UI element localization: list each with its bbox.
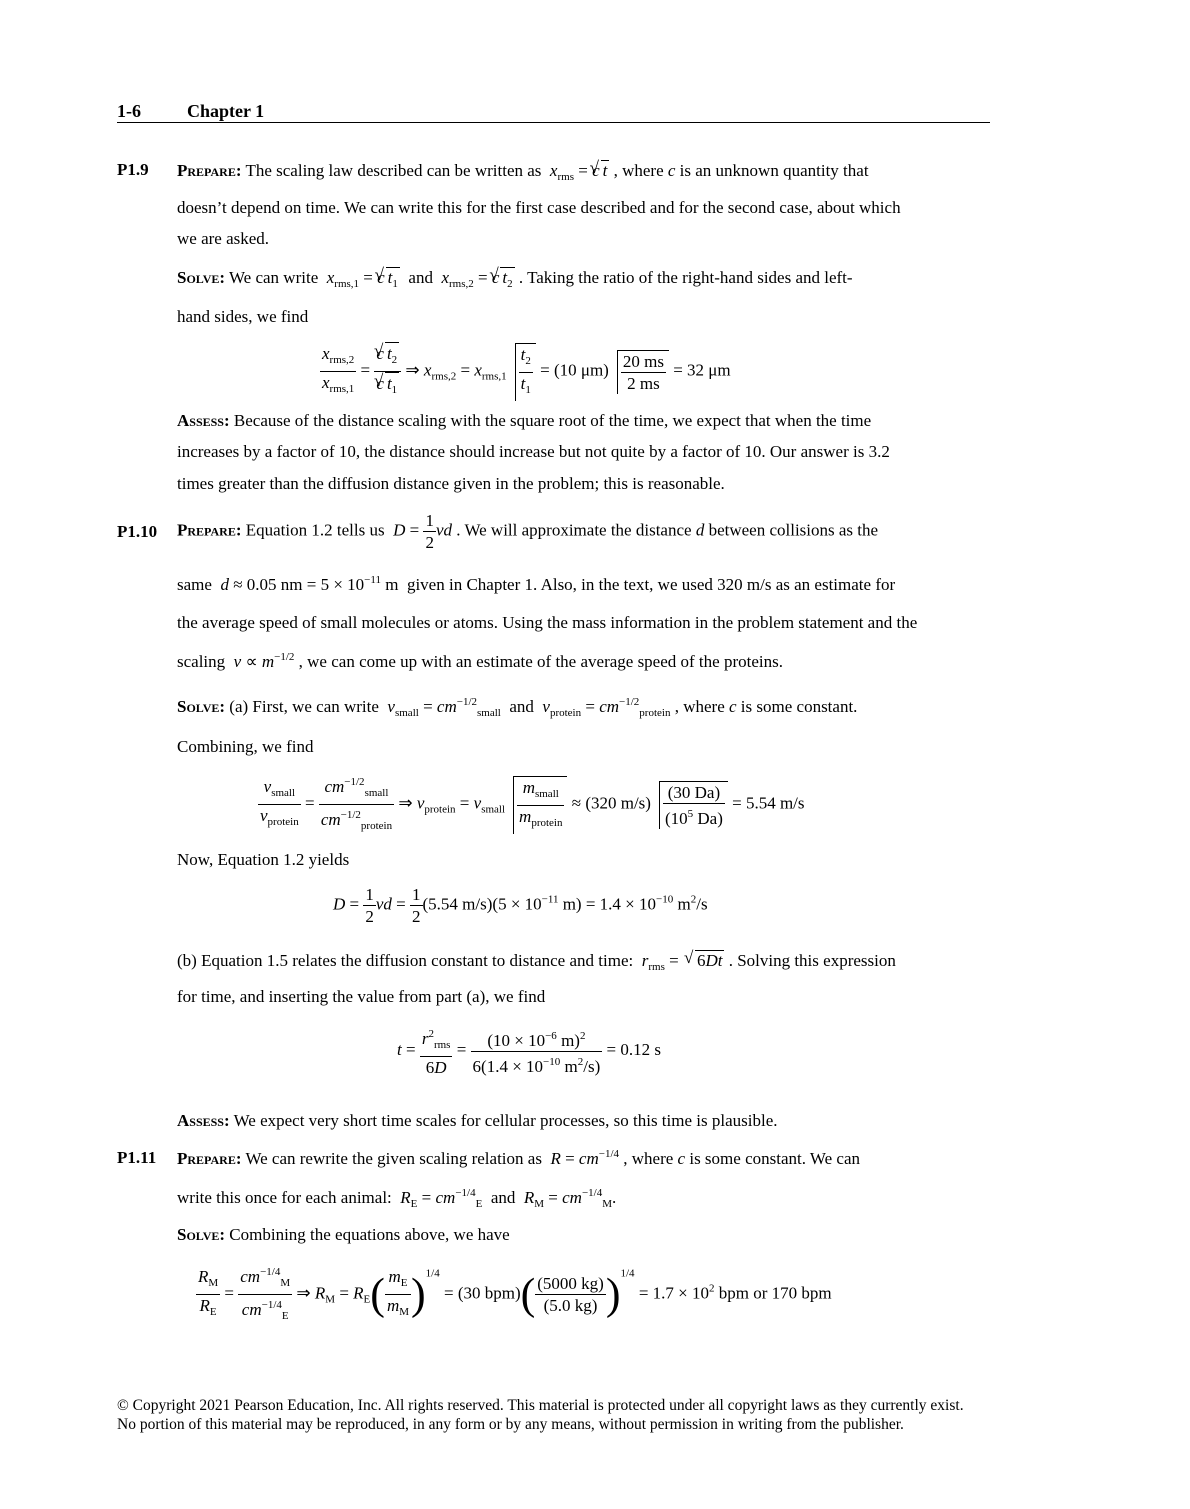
p110-partb-line-2: for time, and inserting the value from part (a), we find [177, 987, 546, 1006]
text: (5000 kg) [537, 1274, 604, 1293]
text: 2 ms [627, 373, 660, 393]
text: and [509, 697, 534, 716]
p110-assess-line [177, 1111, 778, 1131]
footer-line-2: No portion of this material may be reproduced, in any form or by any means, without permission in writing from the publisher. [117, 1416, 904, 1433]
text: (30 bpm) [457, 1283, 521, 1303]
text: between collisions as the [708, 520, 879, 540]
p19-prepare-line-3: we are asked. [177, 229, 270, 248]
text: (10 μm) [553, 360, 609, 380]
text: = 32 μm [673, 360, 731, 380]
text: We can rewrite the given scaling relation as [245, 1149, 542, 1168]
assess-label: Assess: [177, 411, 230, 430]
p19-assess-line-1 [177, 411, 871, 431]
text: and [408, 268, 433, 287]
chapter-title: Chapter 1 [187, 101, 265, 121]
copyright-footer [117, 1396, 964, 1434]
text: write this once for each animal: [177, 1188, 392, 1207]
page-number: 1-6 [117, 101, 141, 121]
prepare-label: Prepare: [177, 520, 242, 540]
text: (5.54 m/s) [422, 894, 493, 914]
solve-label: Solve: [177, 268, 226, 287]
p110-equation-diffusion: D = $\frac{1}{2}$ vd = $\frac{1}{2}$ (5.54 $m/s)(5 \times 10^{-11}$ $m) = 1.4 \times 10^{-10}$ $m^2/s$ [333, 885, 708, 926]
text: , where [623, 1149, 674, 1168]
text: We can write [228, 268, 319, 287]
text: is an unknown quantity that [679, 161, 869, 180]
p110-prepare-line-1: Prepare: Equation 1.2 tells us D = $\frac{1}{2}$ vd . We will approximate the distance d between collisions as the [177, 511, 879, 552]
text: , where [613, 161, 664, 180]
p110-partb-line-1: (b) Equation 1.5 relates the diffusion constant to distance and time: $r_{rms}$ = √ 6Dt . Solving this expression [177, 950, 896, 973]
p19-assess-line-2: increases by a factor of 10, the distance should increase but not quite by a factor of 10. Our answer is 3.2 [177, 442, 890, 461]
text: Combining the equations above, we have [229, 1225, 510, 1244]
p110-prepare-line-3: the average speed of small molecules or atoms. Using the mass information in the problem statement and the [177, 613, 918, 632]
solve-label: Solve: [177, 1225, 226, 1244]
text: = 5.54 m/s [732, 793, 805, 813]
text: scaling [177, 652, 226, 671]
text: . We will approximate the distance [456, 520, 692, 540]
p19-prepare-line-1: Prepare: The scaling law described can be written as $x_{rms} = c√$ t , where c is an unknown quantity that [177, 160, 869, 183]
text: (5.0 kg) [543, 1296, 598, 1315]
text: 20 ms [622, 351, 664, 371]
p110-prepare-line-4: scaling $v \propto m^{-1/2}$ , we can come up with an estimate of the average speed of the proteins. [177, 651, 783, 671]
p110-equation-time: t = $\frac{r^2_{rms}}{6D}$ = $\frac{(10 \times 10^{-6} m)^2}{6(1.4 \times 10^{-10} m^2/s)}$ = 0.12 s [397, 1024, 661, 1078]
p19-assess-line-3: times greater than the diffusion distance given in the problem; this is reasonable. [177, 474, 725, 493]
problem-label-p1-11: P1.11 [117, 1148, 157, 1167]
text: is some constant. We can [689, 1149, 860, 1168]
prepare-label: Prepare: [177, 161, 242, 180]
p110-solve-line-1: Solve: (a) First, we can write $v_{small} = cm^{-1/2}_{small}$ and $v_{protein} = cm^{-1/2}_{protein}$ , where c is some constant. [177, 696, 858, 719]
text: (b) Equation 1.5 relates the diffusion constant to distance and time: [177, 951, 634, 970]
p111-prepare-line-1: Prepare: We can rewrite the given scaling relation as $R = cm^{-1/4}$ , where c is some constant. We can [177, 1148, 860, 1168]
text: (30 Da) [663, 782, 725, 804]
text: = 1.4 × 10 [585, 894, 657, 914]
problem-label-p1-10: P1.10 [117, 522, 158, 541]
text: and [490, 1188, 516, 1207]
p110-equation-speed: $\frac{v_{small}}{v_{protein}}$ = $\frac{cm^{-1/2}_{small}}{cm^{-1/2}_{protein}}$ ⇒ $v_{protein} = v_{small}$ $\frac{m_{small}}{m_{protein}}$ ≈ (320 m/s) $\frac{(30 Da)}{(10^5 Da)}$ = 5.54 m/s [258, 772, 805, 837]
text: , where [674, 697, 725, 716]
text: The scaling law described can be written as [245, 161, 542, 180]
text: We expect very short time scales for cellular processes, so this time is plausible. [233, 1111, 778, 1130]
footer-line-1: © Copyright 2021 Pearson Education, Inc. All rights reserved. This material is protected under all copyright laws as they currently exist. [117, 1397, 964, 1414]
text: Because of the distance scaling with the square root of the time, we expect that when the time [233, 411, 872, 430]
p110-prepare-line-2: same d ≈ 0.05 nm = $5 \times 10^{-11}$ m given in Chapter 1. Also, in the text, we used 320 m/s as an estimate for [177, 574, 896, 594]
text: , we can come up with an estimate of the average speed of the proteins. [298, 652, 783, 671]
p111-solve-line [177, 1225, 510, 1245]
text: bpm or 170 bpm [718, 1283, 832, 1303]
text: . Taking the ratio of the right-hand sides and left- [518, 268, 853, 287]
p19-solve-line-2: hand sides, we find [177, 307, 309, 326]
p110-solve-line-2: Combining, we find [177, 737, 314, 756]
p19-prepare-line-2: doesn’t depend on time. We can write this for the first case described and for the second case, about which [177, 198, 901, 217]
p111-prepare-line-2: write this once for each animal: $R_E = cm^{-1/4}_E$ and $R_M = cm^{-1/4}_M$. [177, 1187, 617, 1210]
solve-label: Solve: [177, 697, 226, 716]
text: (a) First, we can write [229, 697, 379, 716]
p111-equation: $\frac{R_M}{R_E}$ = $\frac{cm^{-1/4}_M}{cm^{-1/4}_E}$ ⇒ $R_M = R_E$( $\frac{m_E}{m_M}$ )$^{1/4}$ = (30 bpm)( $\frac{(5000 kg)}{(5.0 kg)}$ )$^{1/4} = 1.7 \times 10^2$ bpm or 170 bpm [196, 1262, 832, 1327]
text: (320 m/s) [585, 793, 651, 813]
p19-solve-line-1: Solve: We can write $x_{rms,1} = c√$ $t_1$ and $x_{rms,2} = c√$ $t_2$ . Taking the ratio of the right-hand sides and left- [177, 267, 853, 290]
text: given in Chapter 1. Also, in the text, we used 320 m/s as an estimate for [406, 575, 896, 594]
assess-label: Assess: [177, 1111, 230, 1130]
text: = 0.12 s [606, 1039, 661, 1059]
text: Equation 1.2 tells us [245, 520, 385, 540]
p110-now-line: Now, Equation 1.2 yields [177, 850, 350, 869]
page-header [117, 101, 990, 123]
problem-label-p1-9: P1.9 [117, 160, 149, 179]
p19-equation: $\frac{x_{rms,2}}{x_{rms,1}}$ = $\frac{c√ t_2}{c√ t_1}$ ⇒ $x_{rms,2} = x_{rms,1}$ $\frac{t_2}{t_1}$ = (10 μm) $\frac{20 ms}{2 ms}$ = 32 μm [320, 342, 731, 401]
text: . Solving this expression [728, 951, 896, 970]
text: is some constant. [740, 697, 858, 716]
text: same [177, 575, 212, 594]
prepare-label: Prepare: [177, 1149, 242, 1168]
